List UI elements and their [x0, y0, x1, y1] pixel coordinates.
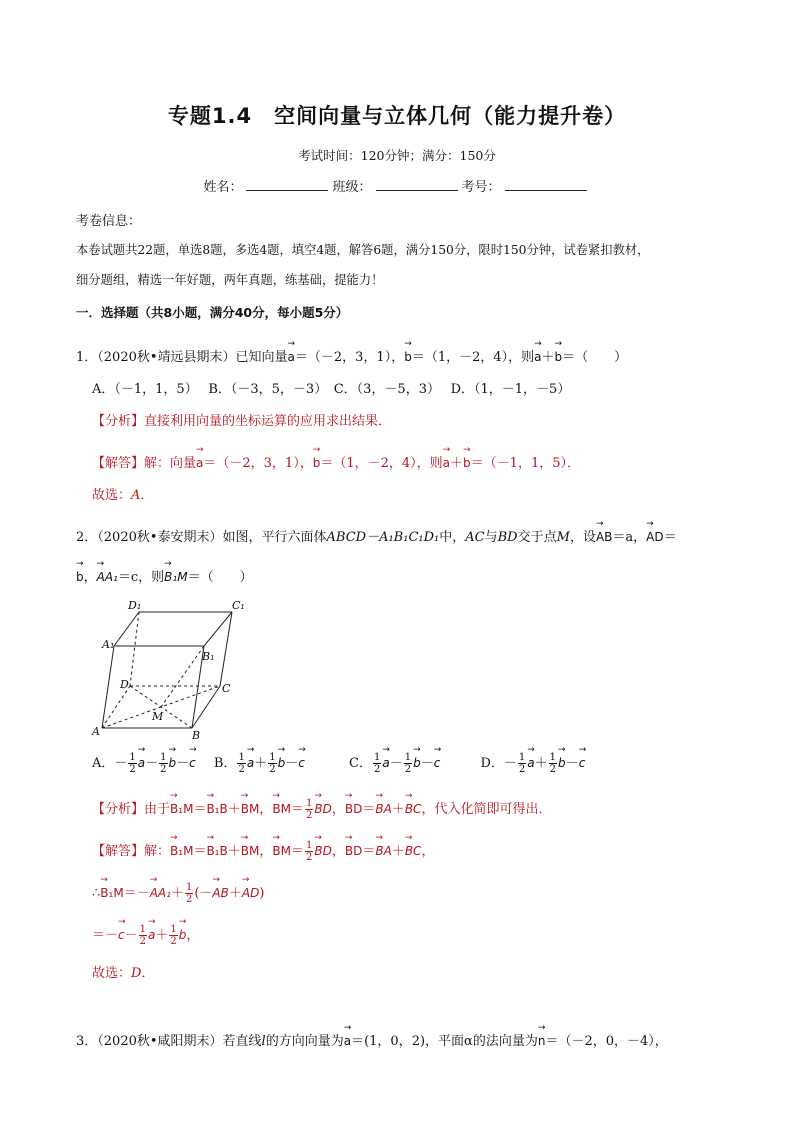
- q2-solution-step2: ∴→ B₁M＝－→ AA₁＋ $\frac{1}{2}$ (－→ AB＋→ AD): [92, 882, 264, 905]
- q2-analysis: 【分析】由于→ B₁M＝→ B₁B＋→ BM，→ BM＝ $\frac{1}{2}$ → BD，→ BD＝→ BA＋→ BC，代入化简即可得出．: [92, 798, 551, 821]
- page-title: 专题1.4 空间向量与立体几何（能力提升卷）: [167, 104, 627, 128]
- number-label: 考号：: [461, 180, 501, 195]
- q2-answer: 故选：D．: [92, 966, 155, 981]
- exam-time-line: 考试时间：120分钟；满分：150分: [298, 148, 496, 163]
- q1-options: A．（－1，1，5） B．（－3，5，－3） C．（3，－5，3） D．（1，－1，－5）: [92, 382, 571, 397]
- q1-answer: 故选：A．: [92, 488, 154, 503]
- q3-stem: 3．（2020秋•咸阳期末）若直线l的方向向量为→ a＝(1，0，2)，平面α的法向量为→ n＝（－2，0，－4），: [76, 1030, 668, 1049]
- label-b1: B₁: [202, 650, 215, 663]
- q1-analysis: 【分析】直接利用向量的坐标运算的应用求出结果．: [92, 414, 392, 429]
- vector-b: → b: [404, 350, 412, 364]
- class-label: 班级：: [332, 180, 372, 195]
- info-heading: 考卷信息：: [76, 214, 142, 229]
- label-a: A: [92, 725, 100, 738]
- info-line-1: 本卷试题共22题，单选8题，多选4题，填空4题，解答6题，满分150分，限时150分钟，试卷紧扣教材，: [76, 243, 650, 257]
- q1-stem: 1．（2020秋•靖远县期末）已知向量→ a＝（－2，3，1），→ b＝（1，－2，4），则→ a＋→ b＝（ ）: [76, 346, 627, 365]
- q2-stem-line2: → b，→ AA₁＝c，则→ B₁M＝（ ）: [76, 566, 253, 585]
- label-d: D: [120, 678, 129, 691]
- number-blank[interactable]: [505, 178, 587, 191]
- q2-options: A．－ $\frac{1}{2}$ → a－ $\frac{1}{2}$ → b－→ c B． $\frac{1}{2}$ → a＋ $\frac{1}{2}$ → b－→ c C． $\frac{1}{2}$ → a－ $\frac{1}{2}$ → b－→ c D．－ $\frac{1}{2}$ → a＋ $\frac{1}{2}$ → b－→ c: [92, 752, 585, 775]
- q2-solution: 【解答】解：→ B₁M＝→ B₁B＋→ BM，→ BM＝ $\frac{1}{2}$ → BD，→ BD＝→ BA＋→ BC，: [92, 840, 434, 863]
- student-info-row: [0, 176, 794, 195]
- parallelepiped-figure: [84, 598, 254, 740]
- solution-tag: 【解答】: [92, 456, 145, 471]
- label-d1: D₁: [128, 599, 142, 612]
- name-blank[interactable]: [246, 178, 328, 191]
- label-a1: A₁: [102, 638, 115, 651]
- q2-solution-step3: ＝－→ c－ $\frac{1}{2}$ → a＋ $\frac{1}{2}$ → b，: [92, 924, 199, 947]
- analysis-tag: 【分析】: [92, 414, 145, 429]
- vector-a: → a: [288, 350, 295, 364]
- solution-tag: 【解答】: [92, 844, 145, 859]
- label-c: C: [222, 682, 231, 695]
- name-label: 姓名：: [203, 180, 243, 195]
- label-m: M: [152, 710, 164, 723]
- analysis-tag: 【分析】: [92, 802, 145, 817]
- class-blank[interactable]: [376, 178, 458, 191]
- q1-solution: 【解答】解：向量→ a＝（－2，3，1），→ b＝（1，－2，4），则→ a＋→ b＝（－1，1，5）．: [92, 452, 580, 471]
- q2-stem-line1: 2．（2020秋•泰安期末）如图，平行六面体ABCD－A₁B₁C₁D₁中，AC与BD交于点M，设→ AB＝a，→ AD＝: [76, 526, 677, 545]
- label-c1: C₁: [232, 599, 245, 612]
- section-heading: 一．选择题（共8小题，满分40分，每小题5分）: [76, 305, 349, 320]
- label-b: B: [192, 729, 201, 740]
- info-line-2: 细分题组，精选一年好题，两年真题，练基础，提能力！: [76, 273, 384, 287]
